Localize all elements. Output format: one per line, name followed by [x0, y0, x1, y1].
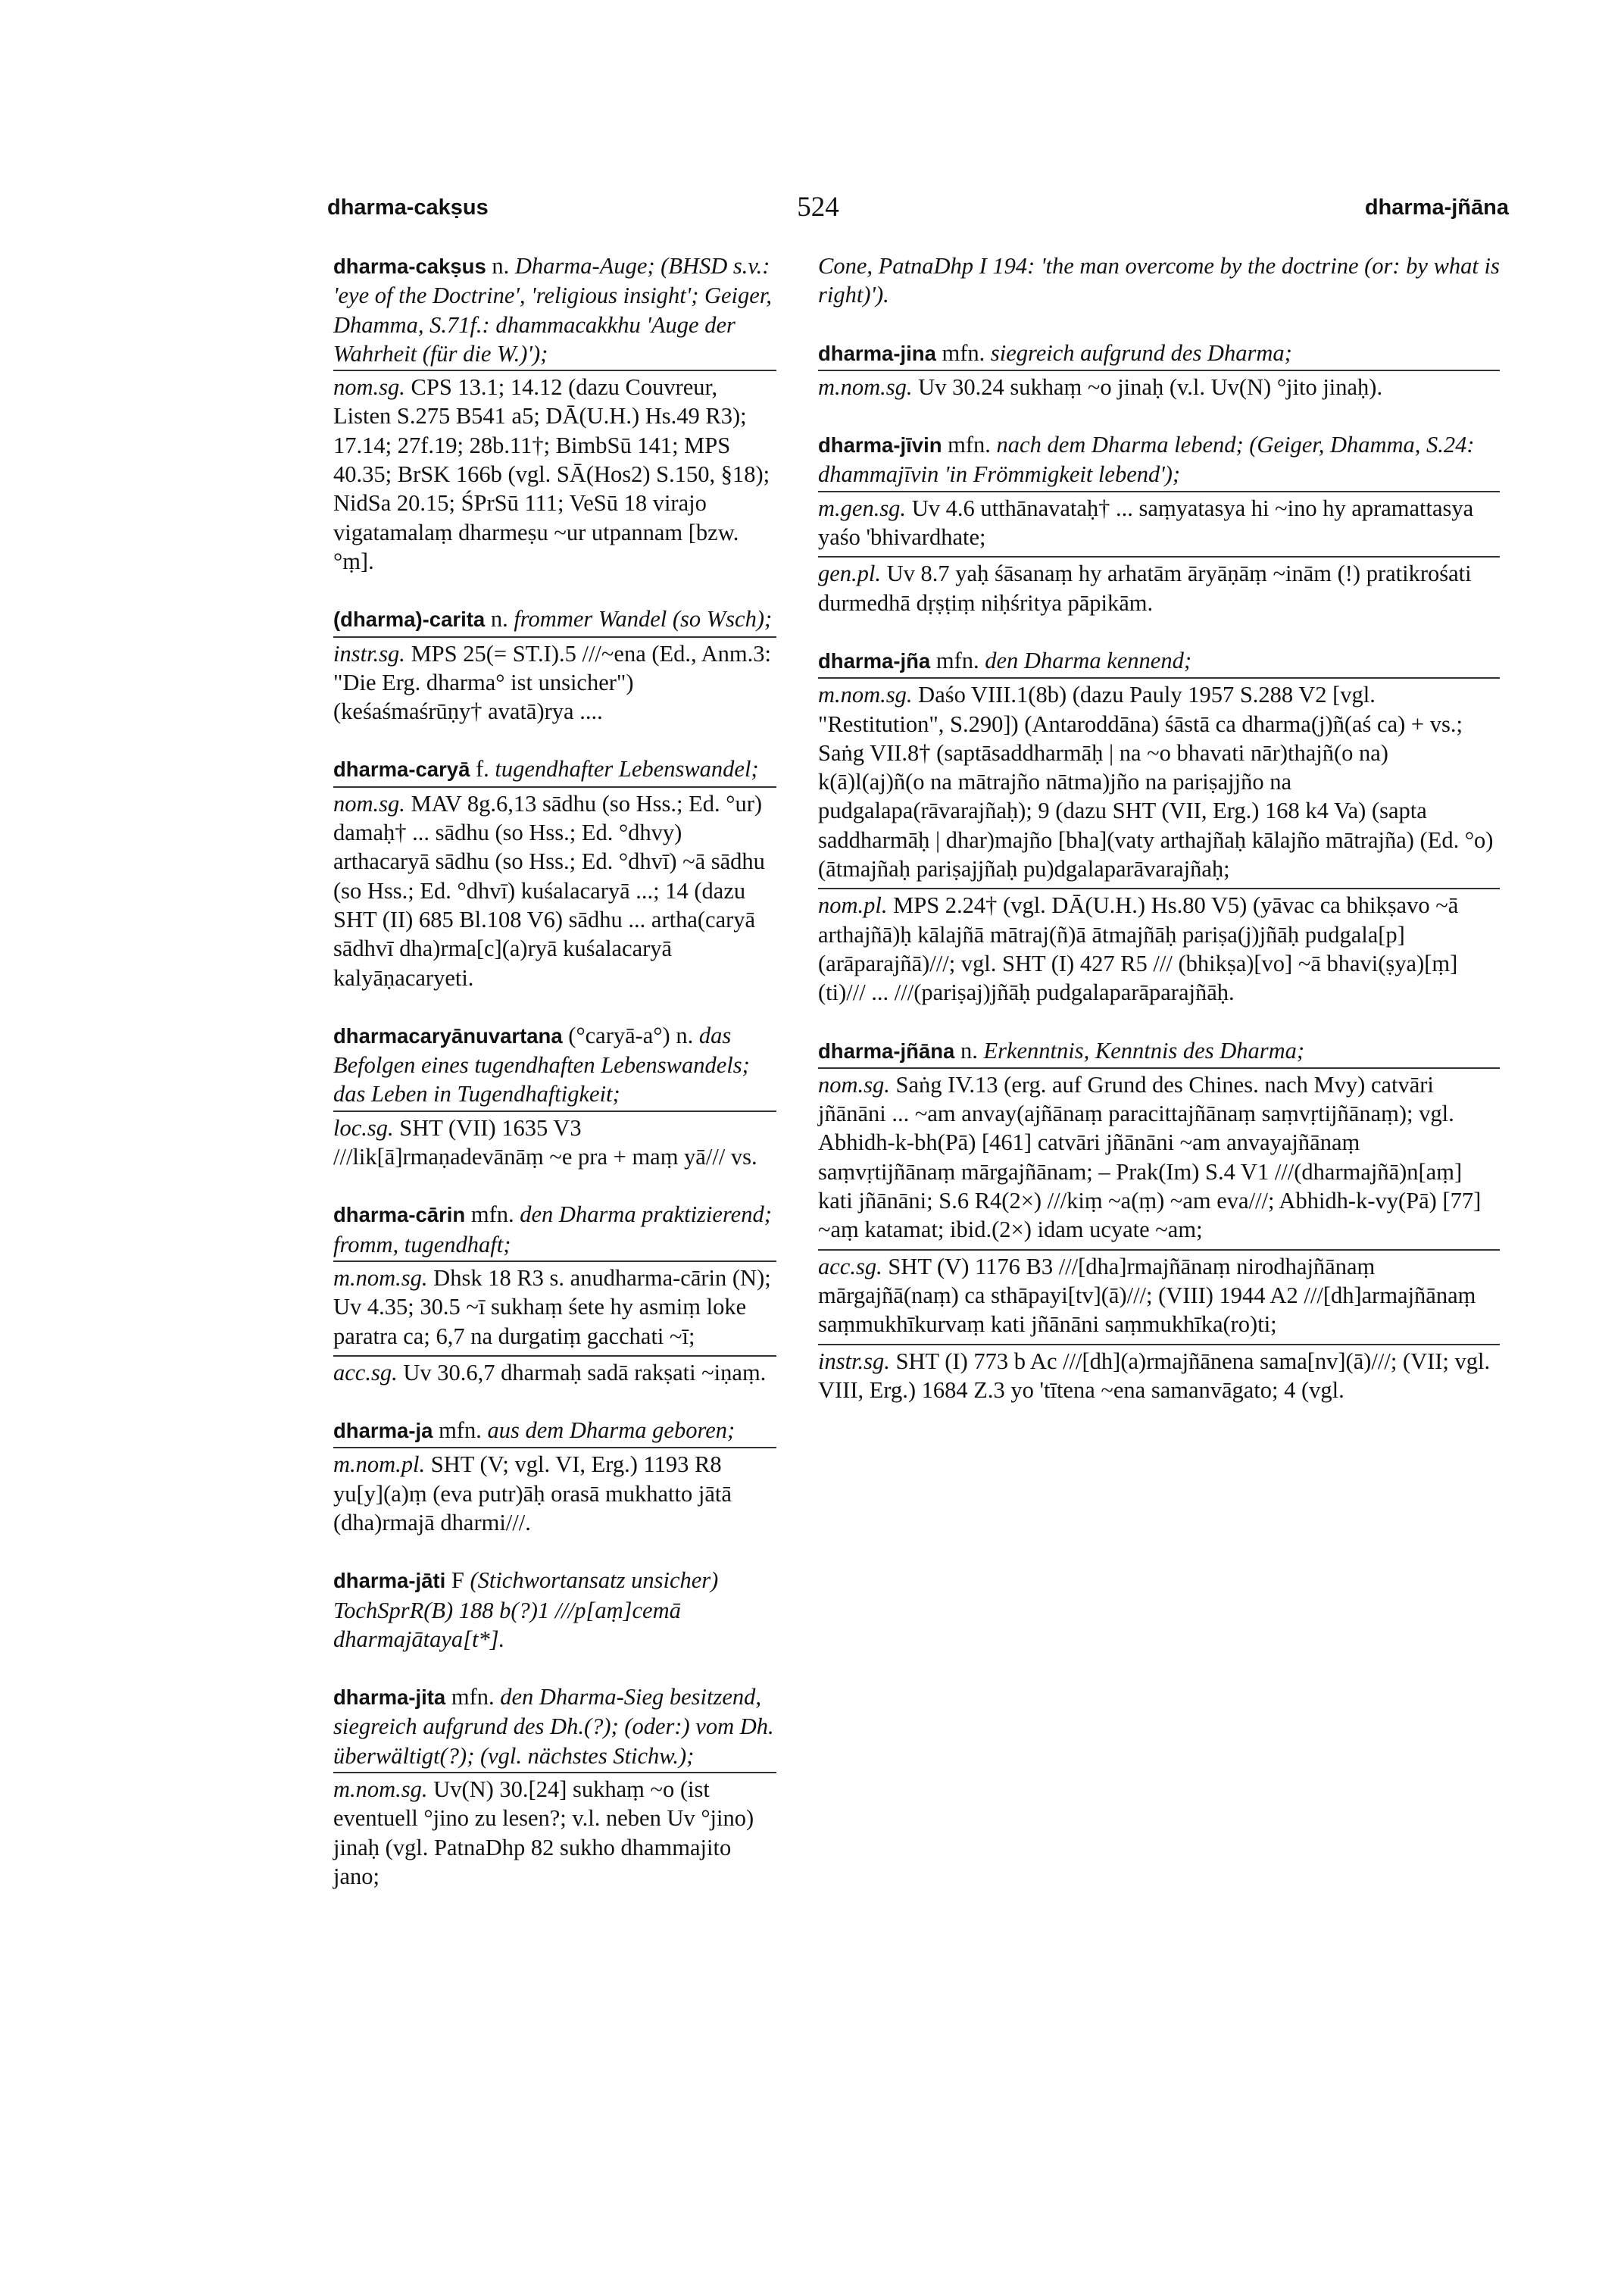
entry-form: [818, 491, 1500, 552]
form-label: acc.sg.: [333, 1359, 398, 1385]
entry-definition: frommer Wandel (so Wsch);: [514, 606, 773, 633]
form-label: acc.sg.: [818, 1253, 882, 1279]
entry-form: [818, 1344, 1500, 1405]
entry-form: [818, 1067, 1500, 1245]
entry-definition: tugendhafter Lebenswandel;: [495, 756, 759, 783]
entry-definition: Cone, PatnaDhp I 194: 'the man overcome by the doctrine (or: by what is right)').: [818, 253, 1500, 308]
entry-headword: dharma-jina: [818, 341, 936, 365]
form-citation: Daśo VIII.1(8b) (dazu Pauly 1957 S.288 V2 [vgl. "Restitution", S.290]) (Antaroddāna) śāstā ca dharma(j)ñ(aś ca) + vs.; Saṅg VII.8† (saptāsaddharmāḥ | na ~o bhavati nār)thajñ(o na) k(ā)l(aj)ñ(o na mātrajño nātma)jño na pariṣajjño na pudgalapa(rāvarajñaḥ); 9 (dazu SHT (VII, Erg.) 168 k4 Va) (sapta saddharmāḥ | dhar)majño [bha](vaty arthajñaḥ kālajño mātrajña) (Ed. °o) (ātmajñaḥ pariṣajjñaḥ pu)dgalaparāvarajñaḥ;: [818, 682, 1494, 882]
entry-form: [333, 370, 776, 576]
dictionary-entry: [333, 1200, 776, 1387]
entry-grammar: F: [451, 1567, 464, 1594]
form-label: loc.sg.: [333, 1114, 394, 1141]
dictionary-entry: [333, 1566, 776, 1654]
entry-headword: dharma-ja: [333, 1419, 433, 1443]
entry-form: [333, 1355, 776, 1387]
entry-form: [333, 636, 776, 726]
entry-headword: dharma-cakṣus: [333, 255, 486, 278]
form-citation: Dhsk 18 R3 s. anudharma-cārin (N); Uv 4.35; 30.5 ~ī sukhaṃ śete hy asmiṃ loke paratra ca; 6,7 na durgatiṃ gacchati ~ī;: [333, 1264, 771, 1349]
dictionary-entry: [333, 604, 776, 726]
entry-headword: dharma-jña: [818, 648, 931, 673]
entry-form: [818, 556, 1500, 617]
form-citation: Uv 8.7 yaḥ śāsanaṃ hy arhatām āryāṇāṃ ~inām (!) pratikrośati durmedhā dṛṣṭiṃ niḥśritya pāpikām.: [818, 561, 1472, 616]
entry-headword: dharma-cārin: [333, 1203, 466, 1227]
dictionary-entry: [333, 1021, 776, 1171]
entry-form: [333, 1772, 776, 1891]
entry-definition: den Dharma-Sieg besitzend, siegreich aufgrund des Dh.(?); (oder:) vom Dh. überwältigt(?); (vgl. nächstes Stichw.);: [333, 1684, 774, 1769]
dictionary-entry: [333, 1416, 776, 1537]
form-label: nom.pl.: [818, 892, 888, 919]
form-citation: MPS 25(= ST.I).5 ///~ena (Ed., Anm.3: "Die Erg. dharma° ist unsicher") (keśaśmaśrūṇy† avatā)rya ....: [333, 640, 771, 725]
form-label: instr.sg.: [333, 640, 405, 667]
form-label: m.nom.pl.: [333, 1451, 426, 1478]
left-column: [333, 251, 776, 1891]
entry-form: [333, 1447, 776, 1537]
entry-grammar: n.: [490, 606, 508, 633]
entry-definition: (Stichwortansatz unsicher) TochSprR(B) 188 b(?)1 ///p[aṃ]cemā dharmajātaya[t*].: [333, 1567, 719, 1652]
entry-form: [818, 677, 1500, 883]
entry-grammar: f.: [476, 756, 489, 783]
entry-headword: (dharma)-carita: [333, 608, 486, 632]
entry-grammar: mfn.: [935, 647, 979, 673]
form-citation: Uv 30.24 sukhaṃ ~o jinaḥ (v.l. Uv(N) °jito jinaḥ).: [918, 373, 1383, 400]
form-label: nom.sg.: [333, 790, 405, 817]
form-citation: MPS 2.24† (vgl. DĀ(U.H.) Hs.80 V5) (yāvac ca bhikṣavo ~ā arthajñā)ḥ kālajñā mātraj(ñ)ā ātmajñāḥ pariṣa(j)jñāḥ pudgala[p](arāparajñā)///; vgl. SHT (I) 427 R5 /// (bhikṣa)[vo] ~ā bhavi(ṣya)[ṃ](ti)/// ... ///(pariṣaj)jñāḥ pudgalaparāparajñāḥ.: [818, 892, 1459, 1006]
form-citation: MAV 8g.6,13 sādhu (so Hss.; Ed. °ur) damaḥ† ... sādhu (so Hss.; Ed. °dhvy) arthacaryā sādhu (so Hss.; Ed. °dhvī) ~ā sādhu (so Hss.; Ed. °dhvī) kuśalacaryā ...; 14 (dazu SHT (II) 685 Bl.108 V6) sādhu ... artha(caryā sādhvī dha)rma[c](a)ryā kuśalacaryā kalyāṇacaryeti.: [333, 790, 765, 991]
entry-grammar: mfn.: [948, 432, 991, 458]
right-column: [818, 251, 1500, 1404]
entry-form: [818, 888, 1500, 1007]
form-label: instr.sg.: [818, 1348, 890, 1374]
entry-headword: dharma-jīvin: [818, 433, 942, 458]
entry-headword: dharma-jñāna: [818, 1039, 955, 1063]
form-label: m.nom.sg.: [333, 1264, 428, 1291]
entry-headword: dharmacaryānuvartana: [333, 1023, 563, 1048]
form-citation: Uv 4.6 utthānavataḥ† ... saṃyatasya hi ~ino hy apramattasya yaśo 'bhivardhate;: [818, 495, 1474, 551]
form-citation: Uv 30.6,7 dharmaḥ sadā rakṣati ~iṇaṃ.: [403, 1359, 767, 1385]
running-head-left: dharma-cakṣus: [327, 195, 489, 220]
dictionary-entry: [333, 1682, 776, 1891]
dictionary-entry: [818, 251, 1500, 310]
form-citation: SHT (I) 773 b Ac ///[dh](a)rmajñānena sama[nv](ā)///; (VII; vgl. VIII, Erg.) 1684 Z.3 yo 'tītena ~ena samanvāgato; 4 (vgl.: [818, 1348, 1491, 1403]
entry-grammar: mfn.: [470, 1201, 514, 1228]
entry-definition: das Befolgen eines tugendhaften Lebenswandels; das Leben in Tugendhaftigkeit;: [333, 1022, 750, 1107]
entry-form: [818, 370, 1500, 401]
entry-grammar: mfn.: [451, 1684, 495, 1710]
dictionary-entry: [818, 430, 1500, 617]
entry-form: [818, 1249, 1500, 1339]
dictionary-entry: [818, 1036, 1500, 1405]
entry-headword: dharma-jāti: [333, 1569, 446, 1593]
entry-definition: den Dharma kennend;: [985, 647, 1191, 673]
form-citation: SHT (V) 1176 B3 ///[dha]rmajñānaṃ nirodhajñānaṃ mārgajñā(naṃ) ca sthāpayi[tv](ā)///; (VIII) 1944 A2 ///[dh]armajñānaṃ saṃmukhīkurvaṃ kati jñānāni saṃmukhīka(ro)ti;: [818, 1253, 1476, 1338]
entry-grammar: (°caryā-a°) n.: [568, 1022, 694, 1048]
entry-headword: dharma-caryā: [333, 758, 470, 782]
entry-grammar: n.: [960, 1037, 978, 1064]
entry-form: [333, 1111, 776, 1172]
entry-definition: siegreich aufgrund des Dharma;: [990, 339, 1292, 366]
entry-form: [333, 786, 776, 992]
form-citation: Saṅg IV.13 (erg. auf Grund des Chines. nach Mvy) catvāri jñānāni ... ~am anvay(ajñānaṃ paracittajñānaṃ saṃvṛtijñānaṃ); vgl. Abhidh-k-bh(Pā) [461] catvāri jñānāni ~am anvayajñānaṃ saṃvṛtijñānaṃ mārgajñānam; – Prak(Im) S.4 V1 ///(dharmajñā)n[aṃ] kati jñānāni; S.6 R4(2×) ///kiṃ ~a(ṃ) ~am eva///; Abhidh-k-vy(Pā) [77] ~aṃ katamat; ibid.(2×) idam ucyate ~am;: [818, 1071, 1482, 1243]
form-citation: SHT (V; vgl. VI, Erg.) 1193 R8 yu[y](a)ṃ (eva putr)āḥ orasā mukhatto jātā (dha)rmajā dharmi///.: [333, 1451, 732, 1535]
form-label: m.gen.sg.: [818, 495, 907, 521]
entry-definition: aus dem Dharma geboren;: [487, 1417, 735, 1444]
form-label: gen.pl.: [818, 561, 882, 587]
page-number: 524: [797, 192, 839, 223]
form-label: m.nom.sg.: [818, 682, 913, 708]
entry-form: [333, 1260, 776, 1351]
dictionary-entry: [333, 251, 776, 576]
entry-grammar: mfn.: [439, 1417, 482, 1444]
dictionary-entry: [818, 339, 1500, 402]
form-label: m.nom.sg.: [818, 373, 913, 400]
entry-definition: Dharma-Auge; (BHSD s.v.: 'eye of the Doctrine', 'religious insight'; Geiger, Dhamma, S.71f.: dhammacakkhu 'Auge der Wahrheit (für die W.)');: [333, 253, 772, 367]
entry-headword: dharma-jita: [333, 1685, 446, 1710]
form-citation: Uv(N) 30.[24] sukhaṃ ~o (ist eventuell °jino zu lesen?; v.l. neben Uv °jino) jinaḥ (vgl. PatnaDhp 82 sukho dhammajito jano;: [333, 1776, 754, 1889]
dictionary-entry: [818, 646, 1500, 1007]
form-citation: CPS 13.1; 14.12 (dazu Couvreur, Listen S.275 B541 a5; DĀ(U.H.) Hs.49 R3); 17.14; 27f.19; 28b.11†; BimbSū 141; MPS 40.35; BrSK 166b (vgl. SĀ(Hos2) S.150, §18); NidSa 20.15; ŚPrSū 111; VeSū 18 virajo vigatamalaṃ dharmeṣu ~ur utpannam [bzw. °ṃ].: [333, 374, 770, 574]
form-citation: SHT (VII) 1635 V3 ///lik[ā]rmaṇadevānāṃ ~e pra + maṃ yā/// vs.: [333, 1114, 757, 1170]
form-label: m.nom.sg.: [333, 1776, 428, 1803]
dictionary-entry: [333, 754, 776, 992]
entry-grammar: n.: [492, 253, 510, 279]
entry-definition: Erkenntnis, Kenntnis des Dharma;: [983, 1037, 1305, 1064]
entry-definition: den Dharma praktizierend; fromm, tugendhaft;: [333, 1201, 772, 1257]
running-head-right: dharma-jñāna: [1364, 195, 1509, 220]
form-label: nom.sg.: [818, 1071, 890, 1098]
entry-grammar: mfn.: [942, 339, 985, 366]
entry-definition: nach dem Dharma lebend; (Geiger, Dhamma, S.24: dhammajīvin 'in Frömmigkeit lebend');: [818, 432, 1475, 488]
form-label: nom.sg.: [333, 374, 405, 401]
